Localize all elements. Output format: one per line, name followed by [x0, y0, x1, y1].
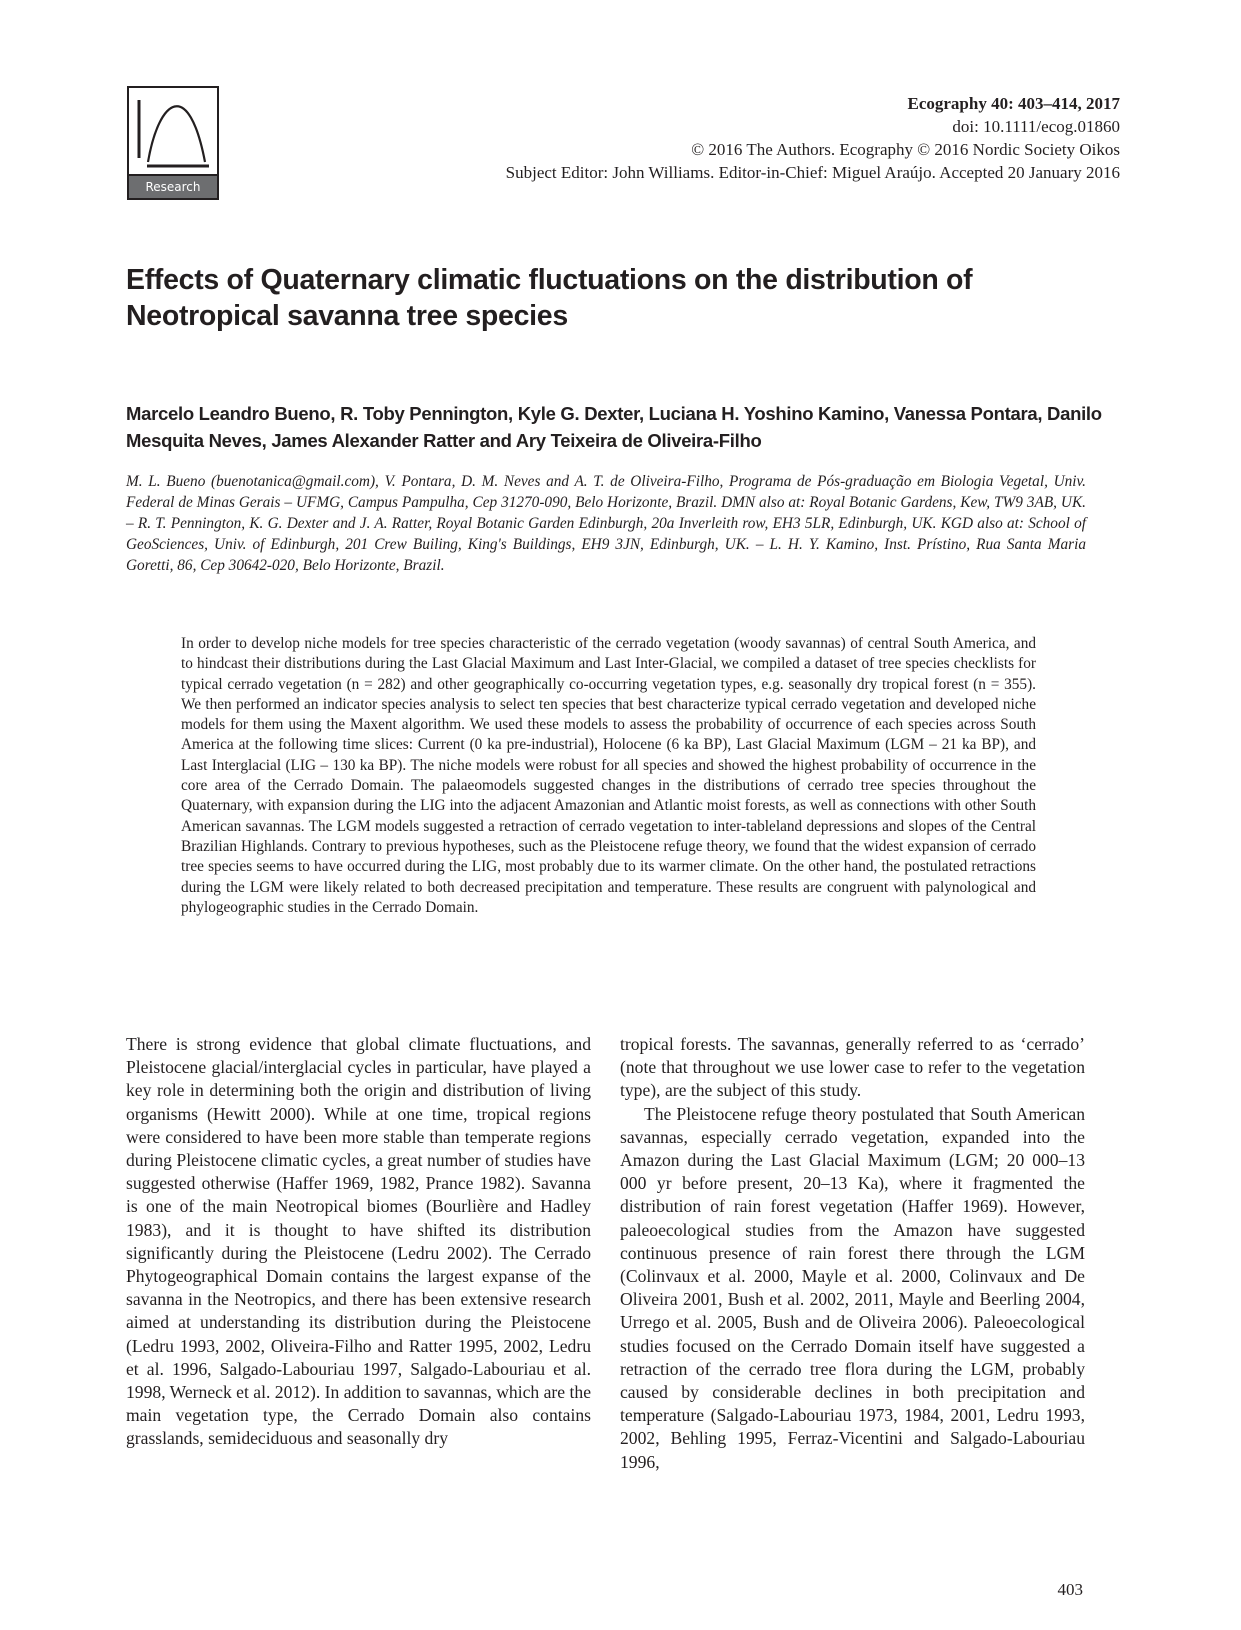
article-header-meta [506, 92, 1120, 184]
body-paragraph: The Pleistocene refuge theory postulated that South American savannas, especially cerrado vegetation, expanded into the Amazon during the Last Glacial Maximum (LGM; 20 000–13 000 yr before present, 20–13 Ka), where it fragmented the distribution of rain forest vegetation (Haffer 1969). However, paleoecological studies from the Amazon have suggested continuous presence of rain forest there through the LGM (Colinvaux et al. 2000, Mayle et al. 2000, Colinvaux and De Oliveira 2001, Bush et al. 2002, 2011, Mayle and Beerling 2004, Urrego et al. 2005, Bush and de Oliveira 2006). Paleoecological studies focused on the Cerrado Domain itself have suggested a retraction of the cerrado tree flora during the LGM, probably caused by considerable declines in both precipitation and temperature (Salgado-Labouriau 1973, 1984, 2001, Ledru 1993, 2002, Behling 1995, Ferraz-Vicentini and Salgado-Labouriau 1996, [620, 1103, 1085, 1472]
copyright: © 2016 The Authors. Ecography © 2016 Nordic Society Oikos [691, 140, 1120, 159]
affiliations: M. L. Bueno (buenotanica@gmail.com), V. Pontara, D. M. Neves and A. T. de Oliveira-Filho, Programa de Pós-graduação em Biologia Vegetal, Univ. Federal de Minas Gerais – UFMG, Campus Pampulha, Cep 31270-090, Belo Horizonte, Brazil. DMN also at: Royal Botanic Gardens, Kew, TW9 3AB, UK. – R. T. Pennington, K. G. Dexter and J. A. Ratter, Royal Botanic Garden Edinburgh, 20a Inverleith row, EH3 5LR, Edinburgh, UK. KGD also at: School of GeoSciences, Univ. of Edinburgh, 201 Crew Builing, King's Buildings, EH9 3JN, Edinburgh, UK. – L. H. Y. Kamino, Inst. Prístino, Rua Santa Maria Goretti, 86, Cep 30642-020, Belo Horizonte, Brazil. [126, 473, 1086, 574]
research-logo [127, 86, 219, 200]
body-paragraph: tropical forests. The savannas, generally referred to as ‘cerrado’ (note that throughout we use lower case to refer to the vegetation type), are the subject of this study. [620, 1034, 1085, 1101]
body-column-left [126, 1033, 591, 1451]
abstract: In order to develop niche models for tree species characteristic of the cerrado vegetation (woody savannas) of central South America, and to hindcast their distributions during the Last Glacial Maximum and Last Inter-Glacial, we compiled a dataset of tree species checklists for typical cerrado vegetation (n = 282) and other geographically co-occurring vegetation types, e.g. seasonally dry tropical forest (n = 355). We then performed an indicator species analysis to select ten species that best characterize typical cerrado vegetation and developed niche models for them using the Maxent algorithm. We used these models to assess the probability of occurrence of each species across South America at the following time slices: Current (0 ka pre-industrial), Holocene (6 ka BP), Last Glacial Maximum (LGM – 21 ka BP), and Last Interglacial (LIG – 130 ka BP). The niche models were robust for all species and showed the highest probability of occurrence in the core area of the Cerrado Domain. The palaeomodels suggested changes in the distributions of cerrado tree species throughout the Quaternary, with expansion during the LIG into the adjacent Amazonian and Atlantic moist forests, as well as connections with other South American savannas. The LGM models suggested a retraction of cerrado vegetation to inter-tableland depressions and slopes of the Central Brazilian Highlands. Contrary to previous hypotheses, such as the Pleistocene refuge theory, we found that the widest expansion of cerrado tree species seems to have occurred during the LIG, most probably due to its warmer climate. On the other hand, the postulated retractions during the LGM were likely related to both decreased precipitation and temperature. These results are congruent with palynological and phylogeographic studies in the Cerrado Domain. [181, 635, 1036, 916]
article-title: Effects of Quaternary climatic fluctuations on the distribution of Neotropical savanna tree species [126, 264, 973, 332]
body-column-right [620, 1033, 1085, 1474]
research-label: Research [129, 174, 217, 198]
bell-curve-graph-icon [129, 88, 217, 176]
page-number: 403 [1057, 1580, 1083, 1599]
doi[interactable]: doi: 10.1111/ecog.01860 [952, 117, 1120, 136]
body-paragraph: There is strong evidence that global climate fluctuations, and Pleistocene glacial/interglacial cycles in particular, have played a key role in determining both the origin and distribution of living organisms (Hewitt 2000). While at one time, tropical regions were considered to have been more stable than temperate regions during Pleistocene climatic cycles, a great number of studies have suggested otherwise (Haffer 1969, 1982, Prance 1982). Savanna is one of the main Neotropical biomes (Bourlière and Hadley 1983), and it is thought to have shifted its distribution significantly during the Pleistocene (Ledru 2002). The Cerrado Phytogeographical Domain contains the largest expanse of the savanna in the Neotropics, and there has been extensive research aimed at understanding its distribution during the Pleistocene (Ledru 1993, 2002, Oliveira-Filho and Ratter 1995, 2002, Ledru et al. 1996, Salgado-Labouriau 1997, Salgado-Labouriau et al. 1998, Werneck et al. 2012). In addition to savannas, which are the main vegetation type, the Cerrado Domain also contains grasslands, semideciduous and seasonally dry [126, 1034, 591, 1449]
editors-line: Subject Editor: John Williams. Editor-in-Chief: Miguel Araújo. Accepted 20 January 2016 [505, 163, 1120, 182]
journal-citation: Ecography 40: 403–414, 2017 [907, 94, 1120, 113]
author-list: Marcelo Leandro Bueno, R. Toby Pennington, Kyle G. Dexter, Luciana H. Yoshino Kamino, Vanessa Pontara, Danilo Mesquita Neves, James Alexander Ratter and Ary Teixeira de Oliveira-Filho [126, 403, 1102, 451]
